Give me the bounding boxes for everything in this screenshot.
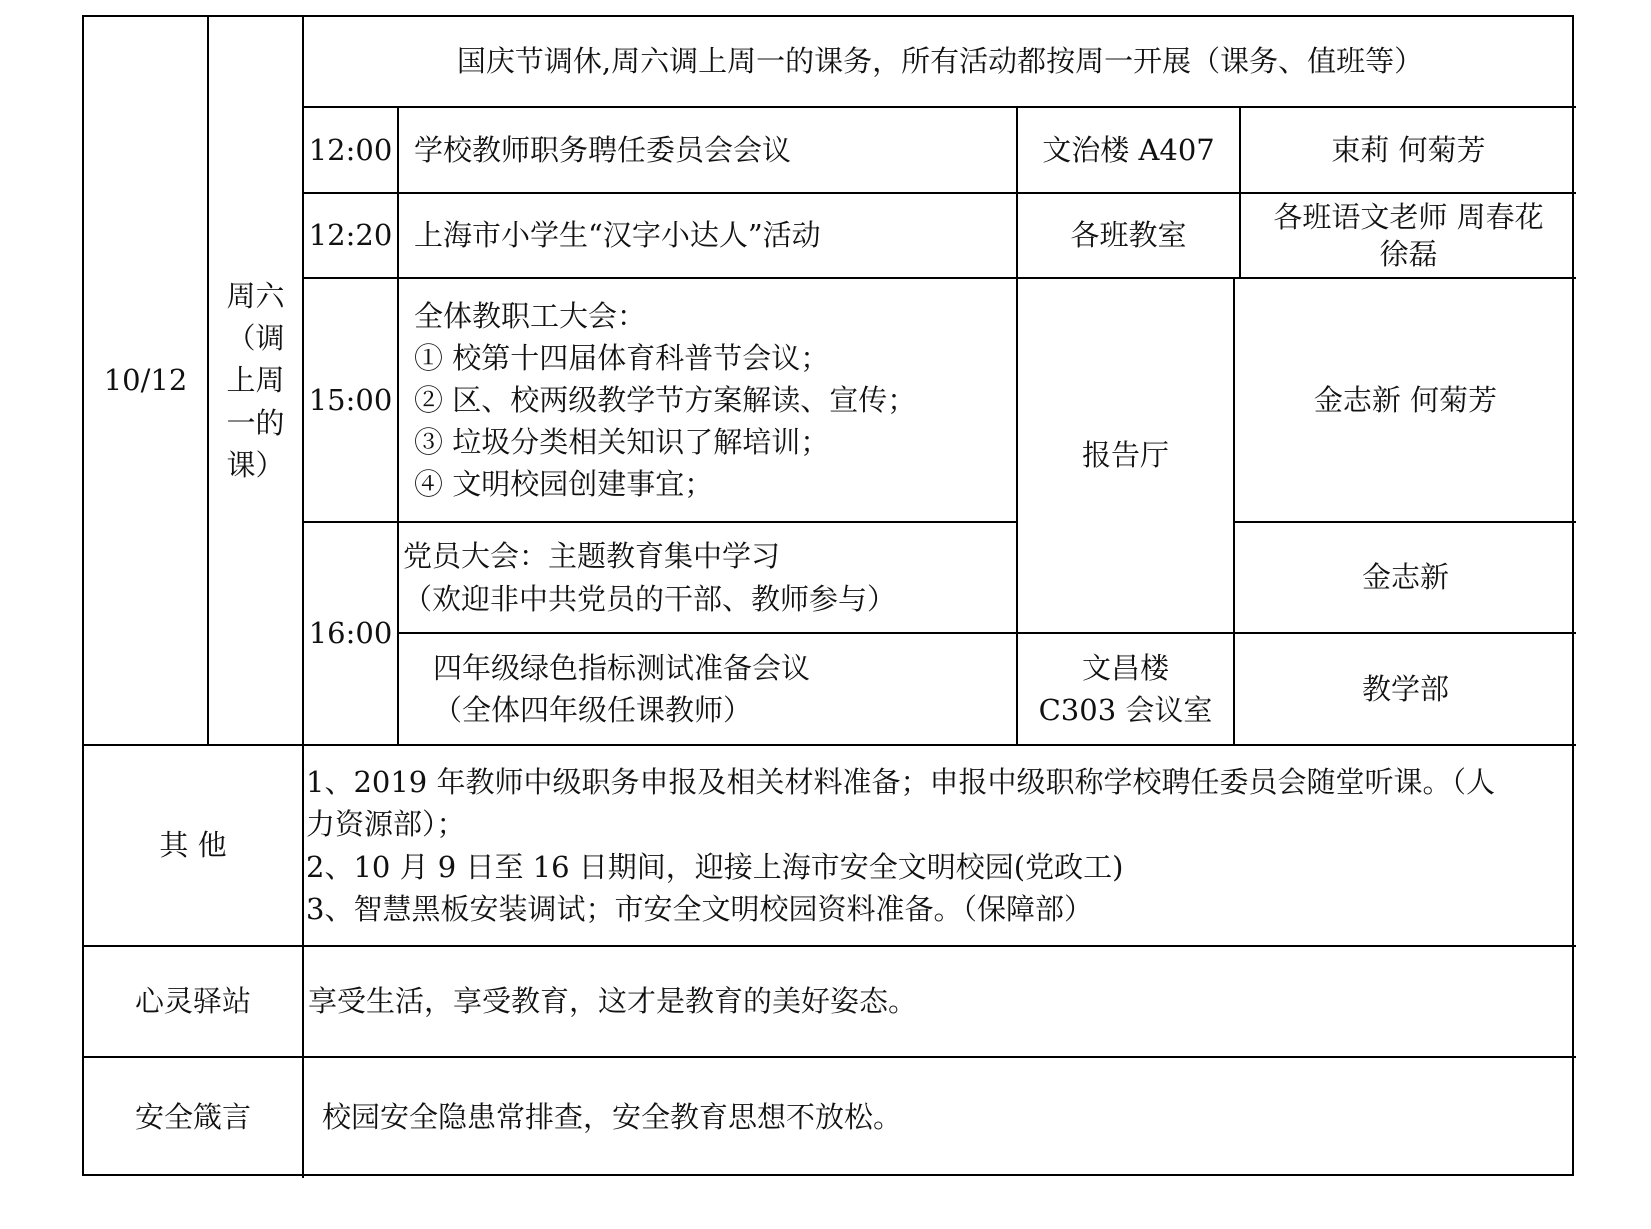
people-cell-4 bbox=[1235, 523, 1576, 632]
people-text-4: 金志新 bbox=[1361, 560, 1449, 595]
event-text-5-line-1: 四年级绿色指标测试准备会议 bbox=[433, 650, 811, 685]
other-line-3: 2、10 月 9 日至 16 日期间，迎接上海市安全文明校园(党政工) bbox=[306, 849, 1124, 884]
place-text-5-line-2: C303 会议室 bbox=[1038, 693, 1213, 727]
people-text-5: 教学部 bbox=[1361, 671, 1449, 706]
safety-label: 安全箴言 bbox=[134, 1099, 251, 1134]
time-cell-2 bbox=[304, 194, 397, 277]
event-text-5-line-2: （全体四年级任课教师） bbox=[433, 693, 753, 727]
time-text-1: 12:00 bbox=[308, 132, 393, 167]
safety-text: 校园安全隐患常排查，安全教育思想不放松。 bbox=[322, 1099, 903, 1134]
other-line-4: 3、智慧黑板安装调试；市安全文明校园资料准备。（保障部） bbox=[306, 891, 1093, 926]
heart-content-cell bbox=[304, 947, 1576, 1056]
notice-text: 国庆节调休,周六调上周一的课务，所有活动都按周一开展（课务、值班等） bbox=[456, 44, 1424, 79]
event-text-1: 学校教师职务聘任委员会会议 bbox=[414, 132, 792, 167]
place-text-5-line-1: 文昌楼 bbox=[1081, 650, 1169, 685]
day-line-3: 上周 bbox=[226, 363, 285, 398]
day-line-5: 课） bbox=[226, 447, 285, 482]
place-cell-1 bbox=[1018, 108, 1239, 192]
date-cell bbox=[84, 17, 207, 744]
event-text-3-line-2: ① 校第十四届体育科普节会议； bbox=[414, 340, 830, 375]
time-cell-1 bbox=[304, 108, 397, 192]
people-text-1: 束莉 何菊芳 bbox=[1331, 132, 1486, 167]
day-line-2: （调 bbox=[226, 321, 285, 356]
place-cell-2 bbox=[1018, 194, 1239, 277]
event-cell-3 bbox=[399, 279, 1016, 521]
other-content-cell bbox=[304, 746, 1576, 945]
event-text-2: 上海市小学生“汉字小达人”活动 bbox=[414, 218, 821, 253]
schedule-table bbox=[82, 15, 1574, 1176]
other-line-1: 1、2019 年教师中级职务申报及相关材料准备；申报中级职称学校聘任委员会随堂听课。（人 bbox=[306, 765, 1495, 800]
place-cell-5 bbox=[1018, 634, 1233, 744]
day-line-4: 一的 bbox=[226, 405, 285, 440]
people-cell-2 bbox=[1241, 194, 1576, 277]
place-cell-3 bbox=[1018, 279, 1233, 632]
event-text-3-line-4: ③ 垃圾分类相关知识了解培训； bbox=[414, 425, 830, 460]
time-cell-4 bbox=[304, 523, 397, 744]
day-cell bbox=[209, 17, 302, 744]
heart-label-cell bbox=[84, 947, 302, 1056]
safety-label-cell bbox=[84, 1058, 302, 1176]
people-text-2-line-2: 徐磊 bbox=[1379, 236, 1438, 271]
safety-content-cell bbox=[304, 1058, 1576, 1176]
place-text-1: 文治楼 A407 bbox=[1042, 132, 1215, 167]
time-text-4: 16:00 bbox=[308, 616, 393, 651]
other-label: 其 他 bbox=[159, 828, 227, 863]
other-label-cell bbox=[84, 746, 302, 945]
event-text-4-line-2: （欢迎非中共党员的干部、教师参与） bbox=[403, 581, 897, 616]
date-text: 10/12 bbox=[103, 363, 188, 398]
event-text-4-line-1: 党员大会：主题教育集中学习 bbox=[403, 539, 781, 574]
heart-label: 心灵驿站 bbox=[134, 984, 251, 1019]
event-text-3-line-3: ② 区、校两级教学节方案解读、宣传； bbox=[414, 382, 917, 417]
event-text-3-line-5: ④ 文明校园创建事宜； bbox=[414, 467, 714, 502]
day-line-1: 周六 bbox=[226, 279, 285, 314]
event-cell-1 bbox=[399, 108, 1016, 192]
people-cell-5 bbox=[1235, 634, 1576, 744]
time-text-2: 12:20 bbox=[308, 218, 393, 253]
time-text-3: 15:00 bbox=[308, 382, 393, 417]
event-cell-2 bbox=[399, 194, 1016, 277]
people-cell-1 bbox=[1241, 108, 1576, 192]
event-cell-4 bbox=[399, 523, 1016, 632]
event-cell-5 bbox=[399, 634, 1016, 744]
event-text-3-line-1: 全体教职工大会： bbox=[414, 298, 647, 333]
people-text-2-line-1: 各班语文老师 周春花 bbox=[1273, 200, 1544, 235]
place-text-2: 各班教室 bbox=[1070, 218, 1187, 253]
people-text-3: 金志新 何菊芳 bbox=[1313, 382, 1498, 417]
notice-cell bbox=[304, 17, 1576, 106]
place-text-3: 报告厅 bbox=[1081, 438, 1169, 473]
people-cell-3 bbox=[1235, 279, 1576, 521]
time-cell-3 bbox=[304, 279, 397, 521]
heart-text: 享受生活，享受教育，这才是教育的美好姿态。 bbox=[308, 984, 918, 1019]
other-line-2: 力资源部）； bbox=[306, 807, 466, 842]
